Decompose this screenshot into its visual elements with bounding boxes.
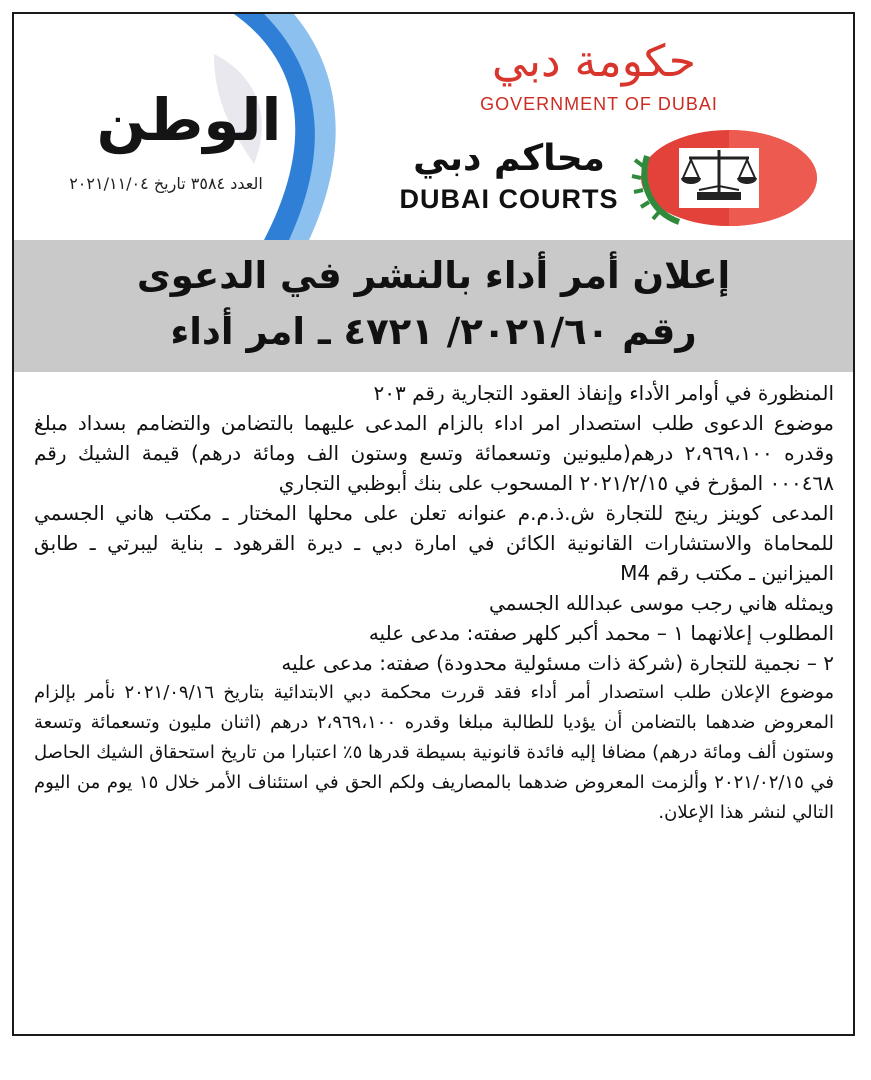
announcement-title-line-2: رقم ٢٠٢١/٦٠/ ٤٧٢١ ـ امر أداء: [170, 310, 697, 353]
body-paragraph-representative: ويمثله هاني رجب موسى عبدالله الجسمي: [488, 591, 834, 615]
government-english-logo: GOVERNMENT OF DUBAI: [480, 94, 718, 114]
newspaper-name: الوطن: [96, 86, 282, 154]
title-band: [14, 240, 853, 372]
government-arabic-logo: حكومة دبي: [492, 36, 696, 87]
header: [14, 14, 853, 240]
body-paragraph-court: المنظورة في أوامر الأداء وإنفاذ العقود التجارية رقم ٢٠٣: [373, 381, 834, 405]
announcement-body: [34, 378, 834, 828]
dubai-courts-scales-emblem-icon: [619, 126, 819, 231]
body-paragraph-defendant-2: ٢ – نجمية للتجارة (شركة ذات مسئولية محدودة) صفته: مدعى عليه: [281, 651, 834, 675]
body-paragraph-defendant-1: المطلوب إعلانهما ١ – محمد أكبر كلهر صفته: مدعى عليه: [368, 621, 834, 645]
announcement-frame: [12, 12, 855, 1036]
dubai-courts-arabic: محاكم دبي: [413, 138, 605, 179]
dubai-courts-english: DUBAI COURTS: [399, 184, 619, 214]
announcement-title-line-1: إعلان أمر أداء بالنشر في الدعوى: [136, 254, 731, 297]
body-paragraph-plaintiff: المدعى كوينز رينج للتجارة ش.ذ.م.م عنوانه تعلن على محلها المختار ـ مكتب هاني الجسمي للمحاماة والاستشارات القانونية الكائن في امارة دبي ـ ديرة القرهود ـ بناية ليبرتي ـ طابق الميزانين ـ مكتب رقم M4: [34, 501, 834, 585]
body-paragraph-ruling: موضوع الإعلان طلب استصدار أمر أداء فقد قررت محكمة دبي الابتدائية بتاريخ ٢٠٢١/٠٩/١٦ نأمر بإلزام المعروض ضدهما بالتضامن أن يؤديا للطالبة مبلغا وقدره ٢،٩٦٩،١٠٠ درهم (اثنان مليون وتسعمائة وتسعة وستون ألف ومائة درهم) مضافا إليه فائدة قانونية بسيطة قدرها ٥٪ اعتبارا من تاريخ استحقاق الشيك الحاصل في ٢٠٢١/٠٢/١٥ وألزمت المعروض ضدهما بالمصاريف ولكم الحق في استئناف الأمر خلال ١٥ يوم من اليوم التالي لنشر هذا الإعلان.: [34, 682, 835, 823]
issue-line: العدد ٣٥٨٤ تاريخ ٢٠٢١/١١/٠٤: [69, 174, 263, 193]
body-paragraph-subject: موضوع الدعوى طلب استصدار امر اداء بالزام المدعى عليهما بالتضامن والتضامم بسداد مبلغ وقدره ٢،٩٦٩،١٠٠ درهم(مليونين وتسعمائة وتسع وستون الف ومائة درهم) قيمة الشيك رقم ٠٠٠٤٦٨ المؤرخ في ٢٠٢١/٢/١٥ المسحوب على بنك أبوظبي التجاري: [34, 411, 834, 495]
